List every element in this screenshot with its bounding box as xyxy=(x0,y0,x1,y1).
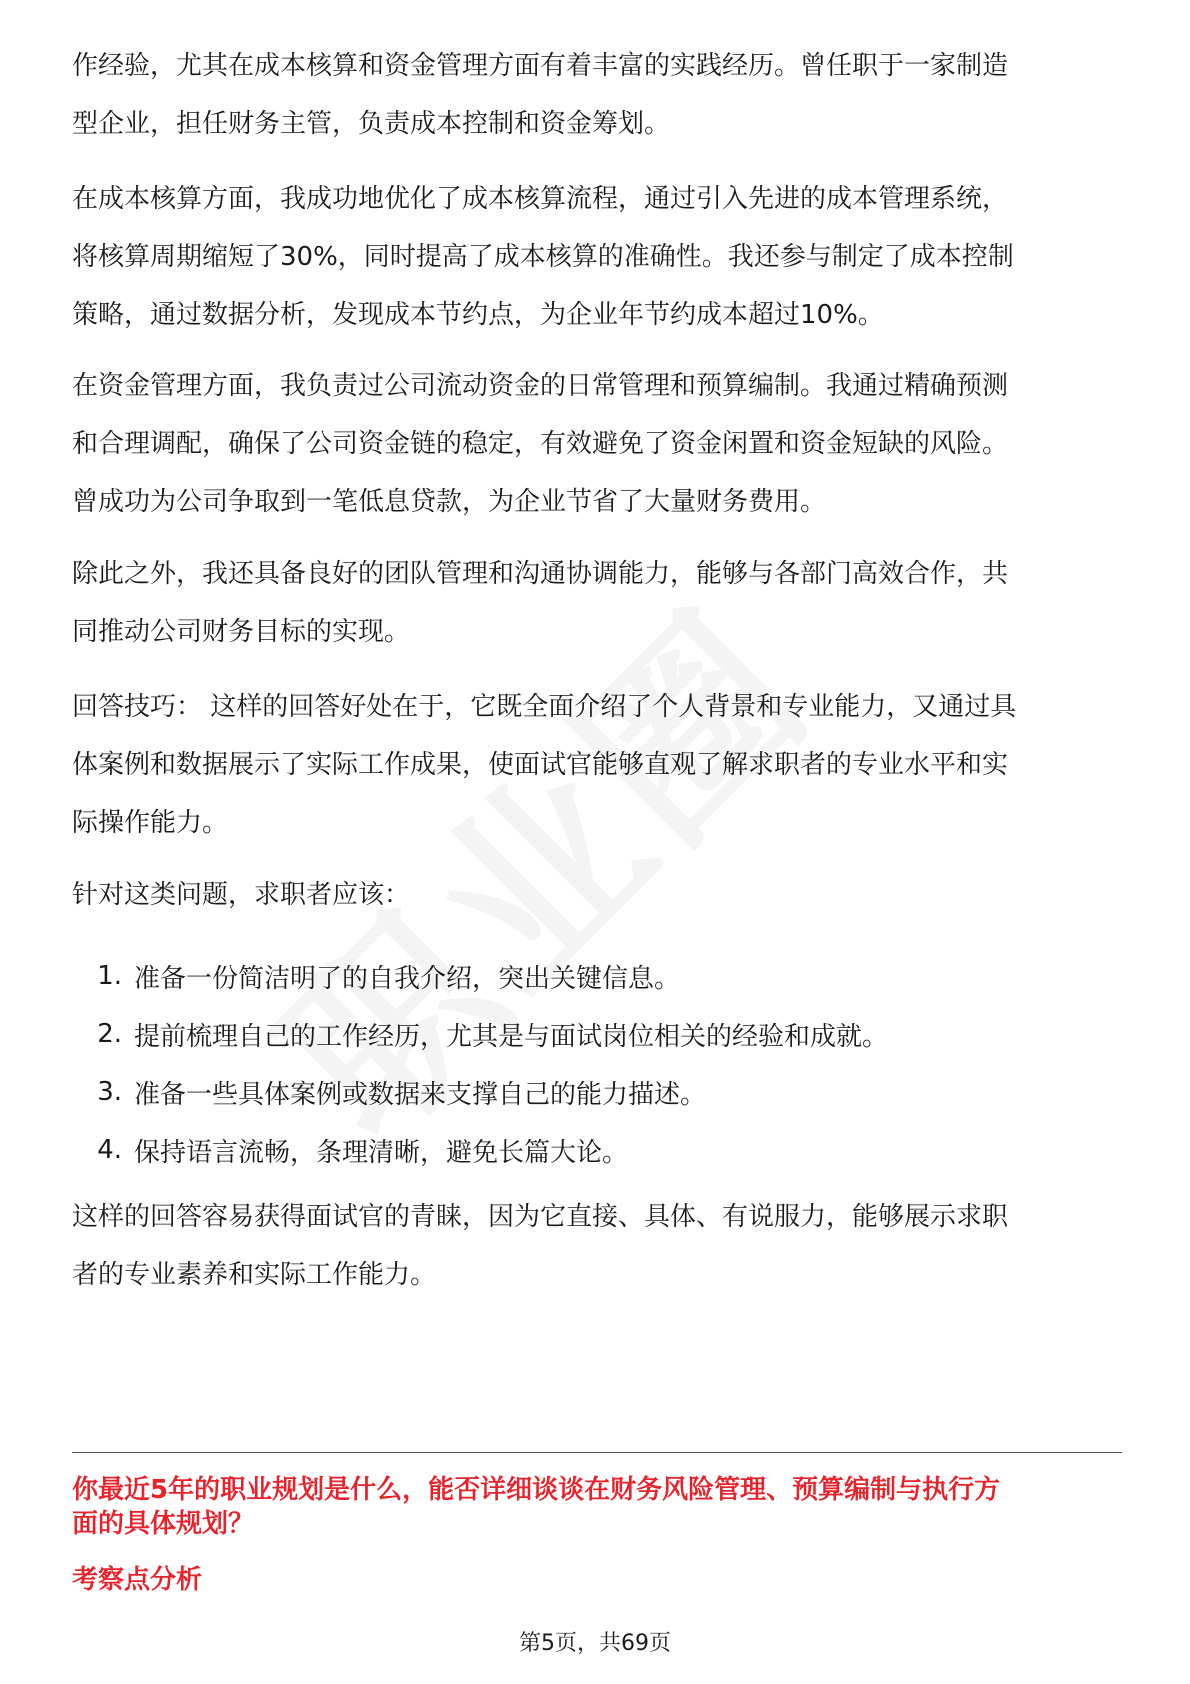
advice-list xyxy=(72,947,1122,1179)
paragraph-fund-management xyxy=(72,357,1122,531)
list-item xyxy=(72,1005,1122,1063)
text-line: 同推动公司财务目标的实现。 xyxy=(72,617,411,647)
text-line: 作经验，尤其在成本核算和资金管理方面有着丰富的实践经历。曾任职于一家制造 xyxy=(72,51,1009,81)
text-line: 将核算周期缩短了30%，同时提高了成本核算的准确性。我还参与制定了成本控制 xyxy=(72,242,1014,272)
list-item xyxy=(72,947,1122,1005)
text-line: 针对这类问题，求职者应该： xyxy=(72,880,411,910)
divider xyxy=(72,1452,1122,1453)
list-text: 准备一份简洁明了的自我介绍，突出关键信息。 xyxy=(134,963,681,994)
interview-question xyxy=(72,1473,1122,1541)
text-line: 和合理调配，确保了公司资金链的稳定，有效避免了资金闲置和资金短缺的风险。 xyxy=(72,429,1009,459)
paragraph-teamwork xyxy=(72,545,1122,661)
text-line: 际操作能力。 xyxy=(72,808,229,838)
list-text: 提前梳理自己的工作经历，尤其是与面试岗位相关的经验和成就。 xyxy=(134,1021,889,1052)
list-text: 准备一些具体案例或数据来支撑自己的能力描述。 xyxy=(134,1079,707,1110)
question-line: 面的具体规划？ xyxy=(72,1509,255,1539)
text-line: 除此之外，我还具备良好的团队管理和沟通协调能力，能够与各部门高效合作，共 xyxy=(72,559,1009,589)
text-line: 在成本核算方面，我成功地优化了成本核算流程，通过引入先进的成本管理系统， xyxy=(72,184,1009,214)
list-number: 1. xyxy=(97,961,122,991)
list-text: 保持语言流畅，条理清晰，避免长篇大论。 xyxy=(134,1137,629,1168)
text-line: 策略，通过数据分析，发现成本节约点，为企业年节约成本超过10%。 xyxy=(72,300,884,330)
paragraph-list-intro xyxy=(72,866,1122,924)
list-number: 4. xyxy=(97,1135,122,1165)
paragraph-cost-accounting xyxy=(72,170,1122,344)
list-number: 2. xyxy=(97,1019,122,1049)
list-number: 3. xyxy=(97,1077,122,1107)
question-line: 你最近5年的职业规划是什么，能否详细谈谈在财务风险管理、预算编制与执行方 xyxy=(72,1475,1001,1505)
text-line: 回答技巧： 这样的回答好处在于，它既全面介绍了个人背景和专业能力，又通过具 xyxy=(72,692,1017,722)
text-line: 体案例和数据展示了实际工作成果，使面试官能够直观了解求职者的专业水平和实 xyxy=(72,750,1009,780)
text-line: 这样的回答容易获得面试官的青睐，因为它直接、具体、有说服力，能够展示求职 xyxy=(72,1202,1009,1232)
paragraph-closing xyxy=(72,1188,1122,1304)
text-line: 在资金管理方面，我负责过公司流动资金的日常管理和预算编制。我通过精确预测 xyxy=(72,371,1009,401)
section-title: 考察点分析 xyxy=(72,1565,203,1595)
list-item xyxy=(72,1121,1122,1179)
text-line: 者的专业素养和实际工作能力。 xyxy=(72,1260,437,1290)
text-line: 型企业，担任财务主管，负责成本控制和资金筹划。 xyxy=(72,109,671,139)
paragraph-answer-tips xyxy=(72,678,1122,852)
list-item xyxy=(72,1063,1122,1121)
text-line: 曾成功为公司争取到一笔低息贷款，为企业节省了大量财务费用。 xyxy=(72,487,827,517)
page-number: 第5页，共69页 xyxy=(519,1631,671,1656)
paragraph-experience xyxy=(72,37,1122,153)
